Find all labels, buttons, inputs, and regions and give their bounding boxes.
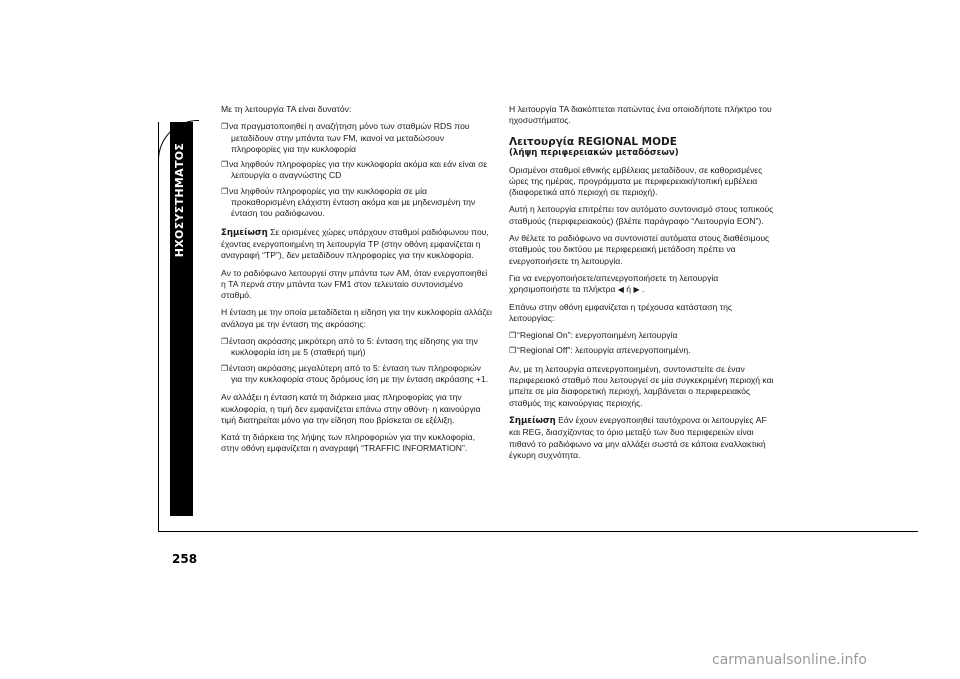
watermark: carmanualsonline.info xyxy=(712,652,867,668)
list-item-text: να πραγματοποιηθεί η αναζήτηση μόνο των σταθμών RDS που μεταδίδουν στην μπάντα των FM, ικανοί να μεταδώσουν πληροφορίες για την κυκλοφορία xyxy=(229,121,470,154)
paragraph: Αν αλλάξει η ένταση κατά τη διάρκεια μιας πληροφορίας για την κυκλοφορία, η τιμή δεν εμφανίζεται επάνω στην οθόνη· η καινούργια τιμή διατηρείται μόνο για την είδηση που βρίσκεται σε εξέλιξη. xyxy=(221,392,481,425)
paragraph: Αν το ραδιόφωνο λειτουργεί στην μπάντα των AM, όταν ενεργοποιηθεί η TA περνά στην μπάντα των FM1 στον τελευταίο συντονισμένο σταθμό. xyxy=(221,267,488,301)
note-text: Σε ορισμένες χώρες υπάρχουν σταθμοί ραδιόφωνου που, έχοντας ενεργοποιημένη τη λειτουργία TP (στην οθόνη εμφανίζεται η αναγραφή “TP”), δεν μεταδίδουν πληροφορίες για την κυκλοφορία. xyxy=(221,226,489,261)
note-paragraph xyxy=(509,415,774,461)
list-item-text: να ληφθούν πληροφορίες για την κυκλοφορία σε μία προκαθορισμένη ελάχιστη ένταση ακόμα και με μηδενισμένη την ένταση του ραδιόφωνου. xyxy=(229,185,476,219)
list-item-text: “Regional Off”: λειτουργία απενεργοποιημένη. xyxy=(517,345,691,356)
text-span: . xyxy=(639,284,645,295)
list-item xyxy=(221,363,493,386)
paragraph: Η λειτουργία TA διακόπτεται πατώντας ένα οποιοδήποτε πλήκτρο του ηχοσυστήματος. xyxy=(509,104,772,126)
list-item xyxy=(221,159,493,182)
checkbox-bullet-icon xyxy=(221,121,229,132)
arrow-left-icon: ◀ xyxy=(617,285,624,295)
checkbox-bullet-icon xyxy=(221,363,229,374)
list-item-text: ένταση ακρόασης μικρότερη από το 5: ένταση της είδησης για την κυκλοφορία ίση με 5 (σταθερή τιμή) xyxy=(229,336,478,358)
note-label: Σημείωση xyxy=(509,415,556,426)
checkbox-bullet-icon xyxy=(221,336,229,347)
paragraph: Αν, με τη λειτουργία απενεργοποιημένη, συντονιστείτε σε έναν περιφερειακό σταθμό που λειτουργεί σε μία συγκεκριμένη περιοχή και μπείτε σε μία διαφορετική περιοχή, λαμβάνεται ο περιφερειακός σταθμός της καινούργιας περιοχής. xyxy=(509,363,774,408)
list-item xyxy=(221,186,493,220)
paragraph: Η ένταση με την οποία μεταδίδεται η είδηση για την κυκλοφορία αλλάζει ανάλογα με την ένταση της ακρόασης: xyxy=(221,307,492,329)
list-item xyxy=(509,345,774,356)
list-item-text: “Regional On”: ενεργοποιημένη λειτουργία xyxy=(517,330,678,341)
right-column xyxy=(509,104,774,467)
page-frame-left-rule xyxy=(158,122,159,532)
section-subheading: (λήψη περιφερειακών μεταδόσεων) xyxy=(509,147,679,158)
arrow-right-icon: ▶ xyxy=(633,285,640,295)
checkbox-bullet-icon xyxy=(509,330,517,341)
list-item xyxy=(221,336,493,359)
paragraph xyxy=(509,273,774,296)
left-column xyxy=(221,104,493,461)
note-text: Εάν έχουν ενεργοποιηθεί ταυτόχρονα οι λειτουργίες AF και REG, διασχίζοντας το όριο μεταξύ των δυο περιφερειών είναι πιθανό το ραδιόφωνο να μην αλλάξει σωστά σε κάποια εναλλακτική έγκυρη συχνότητα. xyxy=(509,414,767,460)
page-frame-bottom-rule xyxy=(158,531,918,532)
list-item xyxy=(509,330,774,341)
text-span: ή xyxy=(623,284,634,295)
checkbox-bullet-icon xyxy=(221,186,229,197)
text-span: Για να ενεργοποιήσετε/απενεργοποιήσετε τη λειτουργία χρησιμοποιήστε τα πλήκτρα xyxy=(509,272,719,295)
list-item-text: να ληφθούν πληροφορίες για την κυκλοφορία ακόμα και εάν είναι σε λειτουργία ο αναγνώστης CD xyxy=(229,159,488,181)
paragraph: Επάνω στην οθόνη εμφανίζεται η τρέχουσα κατάσταση της λειτουργίας: xyxy=(509,301,732,323)
list-item xyxy=(221,121,493,155)
paragraph: Κατά τη διάρκεια της λήψης των πληροφοριών για την κυκλοφορία, στην οθόνη εμφανίζεται η αναγραφή “TRAFFIC INFORMATION”. xyxy=(221,432,475,454)
list-item-text: ένταση ακρόασης μεγαλύτερη από το 5: ένταση των πληροφοριών για την κυκλοφορία στους δρόμους ίση με την ένταση ακρόασης +1. xyxy=(229,362,489,384)
paragraph: Αν θέλετε το ραδιόφωνο να συντονιστεί αυτόματα στους διαθέσιμους σταθμούς του δικτύου με περιφερειακή μετάδοση πρέπει να ενεργοποιήσετε τη λειτουργία. xyxy=(509,233,770,266)
paragraph: Ορισμένοι σταθμοί εθνικής εμβέλειας μεταδίδουν, σε καθορισμένες ώρες της ημέρας, προγράμματα με περιφερειακή/τοπική εμβέλεια (διαφορετικά από περιοχή σε περιοχή). xyxy=(509,164,763,198)
paragraph: Αυτή η λειτουργία επιτρέπει τον αυτόματο συντονισμό στους τοπικούς σταθμούς (περιφερειακούς) (βλέπε παράγραφο “Λειτουργία EON”). xyxy=(509,204,774,226)
checkbox-bullet-icon xyxy=(221,159,229,170)
section-heading: Λειτουργία REGIONAL MODE xyxy=(509,135,677,148)
note-paragraph xyxy=(221,227,493,262)
chapter-title-text: ΗΧΟΣΥΣΤΗΜΑΤΟΣ xyxy=(173,142,186,258)
paragraph: Με τη λειτουργία TA είναι δυνατόν: xyxy=(221,104,352,114)
page-number: 258 xyxy=(172,552,198,566)
checkbox-bullet-icon xyxy=(509,345,517,356)
note-label: Σημείωση xyxy=(221,227,268,238)
